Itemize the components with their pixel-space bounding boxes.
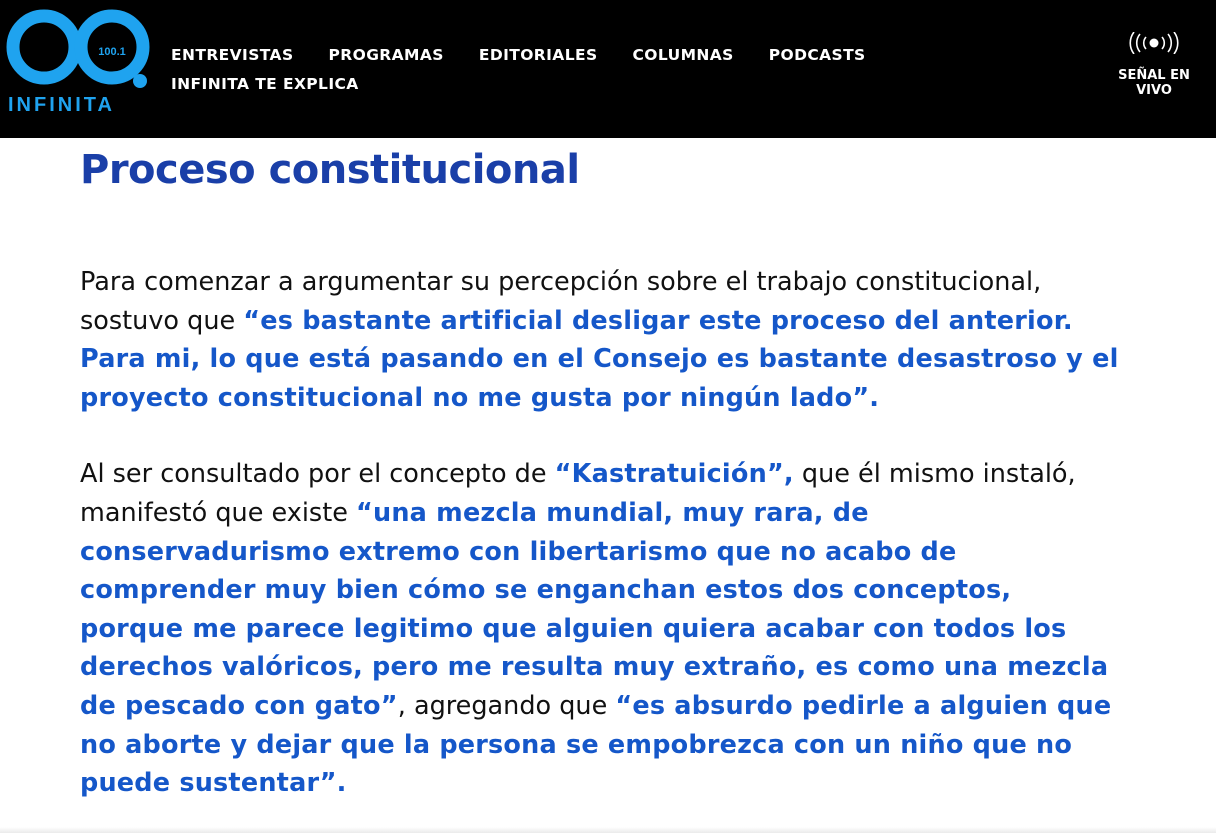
logo-rings-icon (6, 8, 156, 98)
broadcast-icon (1125, 32, 1183, 54)
article-body (80, 145, 1140, 803)
paragraph-2-quote-3: “es absurdo pedirle a alguien que no aborte y dejar que la persona se empobrezca con un niño que no puede sustentar”. (80, 690, 1112, 799)
nav-item-editoriales[interactable]: EDITORIALES (478, 45, 598, 64)
nav-item-programas[interactable]: PROGRAMAS (328, 45, 444, 64)
nav-item-infinita-te-explica[interactable]: INFINITA TE EXPLICA (171, 74, 359, 93)
site-logo[interactable] (6, 8, 156, 120)
main-nav (171, 40, 891, 98)
logo-frequency: 100.1 (98, 46, 126, 58)
paragraph-2-quote-1: “Kastratuición”, (554, 459, 794, 490)
paragraph-2-text-1: Al ser consultado por el concepto de (80, 459, 555, 490)
nav-item-columnas[interactable]: COLUMNAS (632, 45, 734, 64)
nav-row-1 (171, 40, 891, 69)
section-title: Proceso constitucional (80, 147, 580, 193)
bottom-fade (0, 827, 1216, 833)
live-label-line-1: SEÑAL EN (1118, 68, 1190, 83)
paragraph-2-text-2: que él mismo instaló, manifestó que existe (80, 459, 1076, 528)
paragraph-2-text-3: , agregando que (397, 690, 616, 721)
nav-item-podcasts[interactable]: PODCASTS (768, 45, 866, 64)
live-signal-button[interactable] (1108, 32, 1200, 98)
paragraph-1 (80, 263, 1120, 417)
live-label-line-2: VIVO (1136, 83, 1172, 98)
paragraph-2 (80, 455, 1120, 802)
nav-row-2 (171, 69, 891, 98)
site-header (0, 0, 1216, 138)
paragraph-2-quote-2: “una mezcla mundial, muy rara, de conservadurismo extremo con libertarismo que no acabo de comprender muy bien cómo se enganchan estos dos conceptos, porque me parece legitimo que alguien quiera acabar con todos los derechos valóricos, pero me resulta muy extraño, es como una mezcla de pescado con gato” (80, 497, 1109, 721)
nav-item-entrevistas[interactable]: ENTREVISTAS (171, 45, 294, 64)
logo-wordmark: INFINITA (8, 94, 115, 116)
paragraph-1-text: Para comenzar a argumentar su percepción sobre el trabajo constitucional, sostuvo que (80, 267, 1042, 336)
paragraph-1-quote: “es bastante artificial desligar este proceso del anterior. Para mi, lo que está pasando en el Consejo es bastante desastroso y el proyecto constitucional no me gusta por ningún lado”. (80, 305, 1119, 413)
